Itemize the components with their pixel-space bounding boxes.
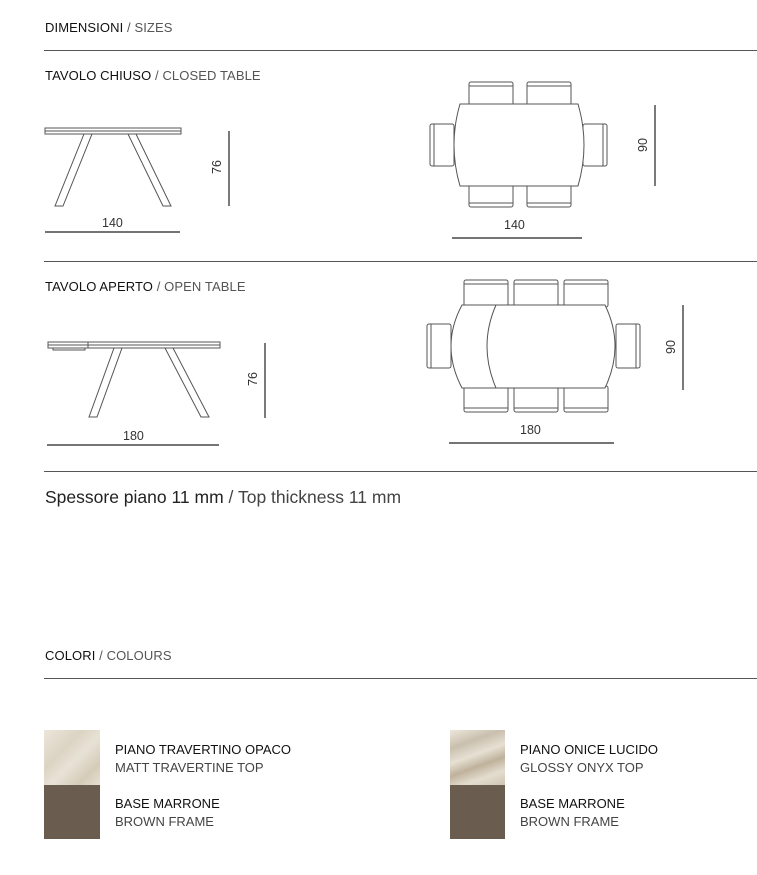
colour-1-top-it: PIANO TRAVERTINO OPACO <box>115 742 292 757</box>
sizes-header-en: SIZES <box>134 20 173 35</box>
colour-1-top-label <box>115 741 291 777</box>
open-side-length: 180 <box>123 429 144 443</box>
brown-frame-swatch <box>44 785 100 839</box>
onyx-swatch <box>450 730 505 785</box>
open-plan-width: 90 <box>663 340 678 354</box>
colour-1-frame-it: BASE MARRONE <box>115 796 220 811</box>
top-thickness-en: Top thickness 11 mm <box>237 487 402 507</box>
colour-2-frame-it: BASE MARRONE <box>520 796 625 811</box>
top-thickness-sep: / <box>228 487 234 507</box>
colour-1-frame-en: BROWN FRAME <box>115 814 214 829</box>
colour-2-top-en: GLOSSY ONYX TOP <box>520 760 644 775</box>
divider <box>44 678 757 679</box>
closed-plan-width: 90 <box>635 138 650 152</box>
colour-2-top-it: PIANO ONICE LUCIDO <box>520 742 658 757</box>
closed-title-sep: / <box>155 68 159 83</box>
closed-side-length: 140 <box>102 216 123 230</box>
colour-2-top-label <box>520 741 658 777</box>
top-thickness-it: Spessore piano 11 mm <box>45 487 224 507</box>
colours-header-sep: / <box>99 648 103 663</box>
open-plan-length: 180 <box>520 423 541 437</box>
colour-1-top-en: MATT TRAVERTINE TOP <box>115 760 264 775</box>
open-side-height: 76 <box>245 372 260 386</box>
top-thickness <box>45 487 401 508</box>
colour-1-frame-label <box>115 795 220 831</box>
closed-title-it: TAVOLO CHIUSO <box>45 68 152 83</box>
colours-header-en: COLOURS <box>106 648 172 663</box>
sizes-header-sep: / <box>127 20 131 35</box>
divider <box>44 471 757 472</box>
colours-header-it: COLORI <box>45 648 96 663</box>
brown-frame-swatch <box>450 785 505 839</box>
colour-2-frame-label <box>520 795 625 831</box>
open-title-it: TAVOLO APERTO <box>45 279 153 294</box>
open-title-sep: / <box>156 279 161 294</box>
travertine-swatch <box>44 730 100 785</box>
colours-header <box>45 648 172 663</box>
open-title-en: OPEN TABLE <box>164 279 246 294</box>
closed-plan-length: 140 <box>504 218 525 232</box>
closed-title-en: CLOSED TABLE <box>162 68 261 83</box>
closed-side-height: 76 <box>209 160 224 174</box>
sizes-header-it: DIMENSIONI <box>45 20 124 35</box>
colour-2-frame-en: BROWN FRAME <box>520 814 619 829</box>
